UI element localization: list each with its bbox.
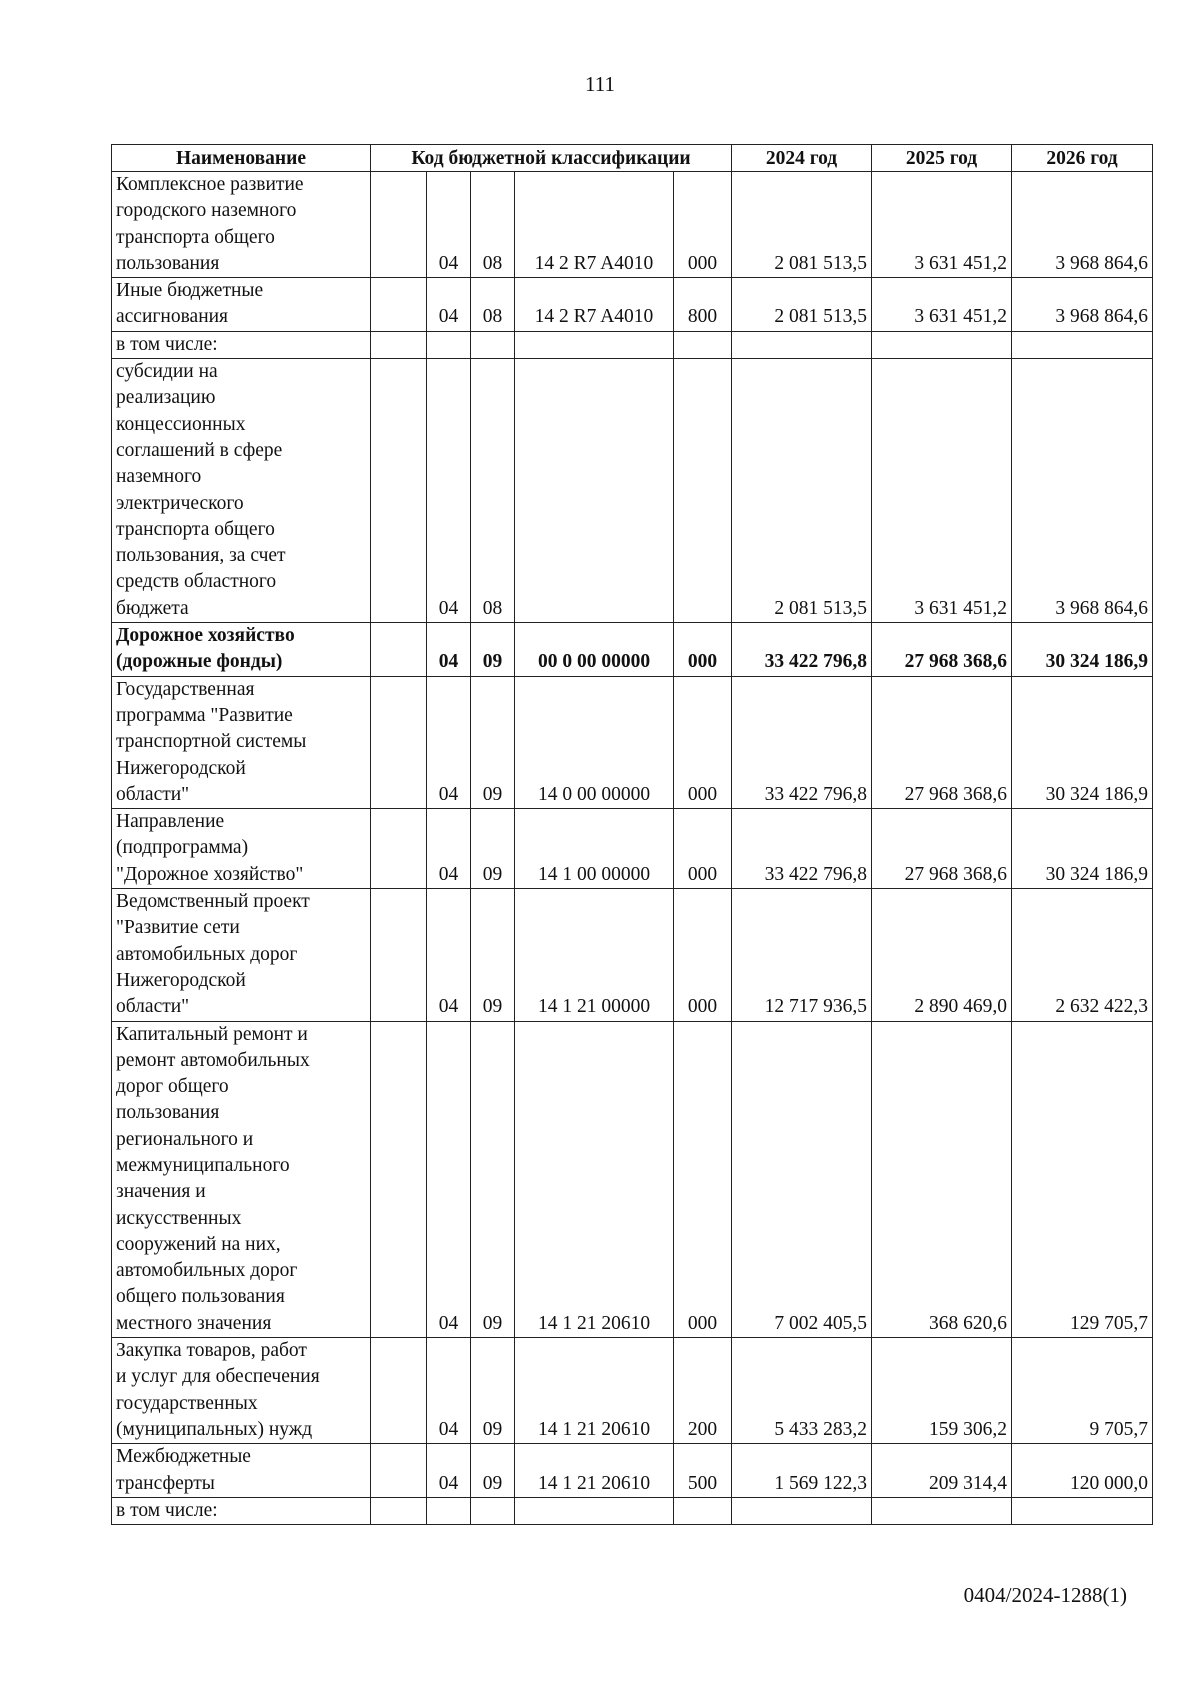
cell-section xyxy=(427,331,471,358)
cell-2026 xyxy=(1012,1497,1153,1524)
table-row xyxy=(112,1021,1153,1338)
cell-target-item xyxy=(515,359,674,623)
cell-subsection: 09 xyxy=(471,676,515,808)
cell-expense-type: 000 xyxy=(674,172,732,278)
cell-name: Иные бюджетные ассигнования xyxy=(112,278,371,332)
cell-name: в том числе: xyxy=(112,1497,371,1524)
cell-code-part xyxy=(371,278,427,332)
cell-2025: 3 631 451,2 xyxy=(872,359,1012,623)
cell-name: Закупка товаров, работ и услуг для обеспечения государственных (муниципальных) нужд xyxy=(112,1338,371,1444)
cell-2024 xyxy=(732,331,872,358)
cell-code-part xyxy=(371,1444,427,1498)
table-row xyxy=(112,278,1153,332)
cell-2024: 12 717 936,5 xyxy=(732,889,872,1021)
cell-section: 04 xyxy=(427,359,471,623)
cell-target-item xyxy=(515,331,674,358)
cell-name: Направление (подпрограмма) "Дорожное хозяйство" xyxy=(112,809,371,889)
cell-expense-type: 000 xyxy=(674,676,732,808)
cell-section: 04 xyxy=(427,809,471,889)
table-header-row xyxy=(112,145,1153,172)
cell-2026: 30 324 186,9 xyxy=(1012,623,1153,677)
table-row xyxy=(112,172,1153,278)
cell-2026: 3 968 864,6 xyxy=(1012,359,1153,623)
cell-2025: 3 631 451,2 xyxy=(872,172,1012,278)
cell-code-part xyxy=(371,676,427,808)
cell-section: 04 xyxy=(427,676,471,808)
table-row xyxy=(112,676,1153,808)
cell-2026: 30 324 186,9 xyxy=(1012,676,1153,808)
table-row xyxy=(112,359,1153,623)
cell-name: субсидии на реализацию концессионных соглашений в сфере наземного электрического транспорта общего пользования, за счет средств областного бюджета xyxy=(112,359,371,623)
cell-expense-type: 000 xyxy=(674,809,732,889)
cell-section: 04 xyxy=(427,623,471,677)
cell-2026: 9 705,7 xyxy=(1012,1338,1153,1444)
cell-2025: 3 631 451,2 xyxy=(872,278,1012,332)
header-2025: 2025 год xyxy=(872,145,1012,172)
cell-subsection: 09 xyxy=(471,1444,515,1498)
cell-2026: 30 324 186,9 xyxy=(1012,809,1153,889)
cell-subsection: 08 xyxy=(471,359,515,623)
cell-code-part xyxy=(371,1338,427,1444)
cell-2025 xyxy=(872,331,1012,358)
cell-target-item: 14 0 00 00000 xyxy=(515,676,674,808)
header-2026: 2026 год xyxy=(1012,145,1153,172)
header-2024: 2024 год xyxy=(732,145,872,172)
cell-subsection: 09 xyxy=(471,1021,515,1338)
cell-name: в том числе: xyxy=(112,331,371,358)
cell-name: Ведомственный проект "Развитие сети автомобильных дорог Нижегородской области" xyxy=(112,889,371,1021)
cell-expense-type: 500 xyxy=(674,1444,732,1498)
cell-2025: 159 306,2 xyxy=(872,1338,1012,1444)
cell-code-part xyxy=(371,809,427,889)
cell-2025 xyxy=(872,1497,1012,1524)
cell-name: Межбюджетные трансферты xyxy=(112,1444,371,1498)
cell-subsection xyxy=(471,331,515,358)
cell-2026: 3 968 864,6 xyxy=(1012,278,1153,332)
cell-code-part xyxy=(371,331,427,358)
cell-code-part xyxy=(371,359,427,623)
cell-2024: 7 002 405,5 xyxy=(732,1021,872,1338)
cell-expense-type xyxy=(674,331,732,358)
cell-2025: 27 968 368,6 xyxy=(872,623,1012,677)
cell-section: 04 xyxy=(427,1444,471,1498)
cell-target-item: 14 1 21 20610 xyxy=(515,1021,674,1338)
page-number: 111 xyxy=(585,72,615,96)
cell-expense-type: 200 xyxy=(674,1338,732,1444)
cell-code-part xyxy=(371,172,427,278)
cell-expense-type: 000 xyxy=(674,623,732,677)
cell-2024: 2 081 513,5 xyxy=(732,172,872,278)
cell-expense-type xyxy=(674,359,732,623)
table-row xyxy=(112,623,1153,677)
cell-target-item xyxy=(515,1497,674,1524)
cell-expense-type: 000 xyxy=(674,1021,732,1338)
header-name: Наименование xyxy=(112,145,371,172)
cell-target-item: 14 1 21 00000 xyxy=(515,889,674,1021)
cell-expense-type: 800 xyxy=(674,278,732,332)
cell-target-item: 14 1 21 20610 xyxy=(515,1338,674,1444)
cell-2026: 2 632 422,3 xyxy=(1012,889,1153,1021)
cell-subsection: 09 xyxy=(471,623,515,677)
table-row xyxy=(112,331,1153,358)
cell-2026: 129 705,7 xyxy=(1012,1021,1153,1338)
cell-2025: 27 968 368,6 xyxy=(872,809,1012,889)
cell-name: Государственная программа "Развитие транспортной системы Нижегородской области" xyxy=(112,676,371,808)
cell-2024: 33 422 796,8 xyxy=(732,623,872,677)
cell-2024: 1 569 122,3 xyxy=(732,1444,872,1498)
cell-target-item: 14 2 R7 A4010 xyxy=(515,172,674,278)
table-row xyxy=(112,1444,1153,1498)
cell-2024: 33 422 796,8 xyxy=(732,809,872,889)
cell-section: 04 xyxy=(427,1338,471,1444)
cell-target-item: 00 0 00 00000 xyxy=(515,623,674,677)
cell-expense-type xyxy=(674,1497,732,1524)
cell-subsection xyxy=(471,1497,515,1524)
cell-2026 xyxy=(1012,331,1153,358)
cell-target-item: 14 1 00 00000 xyxy=(515,809,674,889)
cell-2025: 27 968 368,6 xyxy=(872,676,1012,808)
cell-code-part xyxy=(371,623,427,677)
cell-2025: 368 620,6 xyxy=(872,1021,1012,1338)
cell-name: Капитальный ремонт и ремонт автомобильных дорог общего пользования регионального и межмуниципального значения и искусственных сооружений на них, автомобильных дорог общего пользования местного значения xyxy=(112,1021,371,1338)
table-row xyxy=(112,809,1153,889)
cell-target-item: 14 2 R7 A4010 xyxy=(515,278,674,332)
cell-2024 xyxy=(732,1497,872,1524)
cell-subsection: 09 xyxy=(471,889,515,1021)
document-id: 0404/2024-1288(1) xyxy=(963,1583,1127,1607)
table-body xyxy=(112,172,1153,1525)
cell-2025: 209 314,4 xyxy=(872,1444,1012,1498)
cell-section: 04 xyxy=(427,278,471,332)
cell-2025: 2 890 469,0 xyxy=(872,889,1012,1021)
table-row xyxy=(112,889,1153,1021)
cell-2024: 33 422 796,8 xyxy=(732,676,872,808)
cell-2024: 2 081 513,5 xyxy=(732,359,872,623)
table-row xyxy=(112,1497,1153,1524)
budget-table xyxy=(111,144,1153,1525)
cell-target-item: 14 1 21 20610 xyxy=(515,1444,674,1498)
cell-expense-type: 000 xyxy=(674,889,732,1021)
cell-section: 04 xyxy=(427,1021,471,1338)
cell-section xyxy=(427,1497,471,1524)
cell-name: Дорожное хозяйство (дорожные фонды) xyxy=(112,623,371,677)
cell-section: 04 xyxy=(427,172,471,278)
cell-subsection: 08 xyxy=(471,278,515,332)
cell-2024: 2 081 513,5 xyxy=(732,278,872,332)
cell-section: 04 xyxy=(427,889,471,1021)
header-code: Код бюджетной классификации xyxy=(371,145,732,172)
cell-2026: 3 968 864,6 xyxy=(1012,172,1153,278)
cell-subsection: 09 xyxy=(471,1338,515,1444)
cell-subsection: 08 xyxy=(471,172,515,278)
cell-subsection: 09 xyxy=(471,809,515,889)
cell-code-part xyxy=(371,889,427,1021)
cell-2024: 5 433 283,2 xyxy=(732,1338,872,1444)
cell-name: Комплексное развитие городского наземного транспорта общего пользования xyxy=(112,172,371,278)
cell-code-part xyxy=(371,1021,427,1338)
table-row xyxy=(112,1338,1153,1444)
cell-code-part xyxy=(371,1497,427,1524)
cell-2026: 120 000,0 xyxy=(1012,1444,1153,1498)
